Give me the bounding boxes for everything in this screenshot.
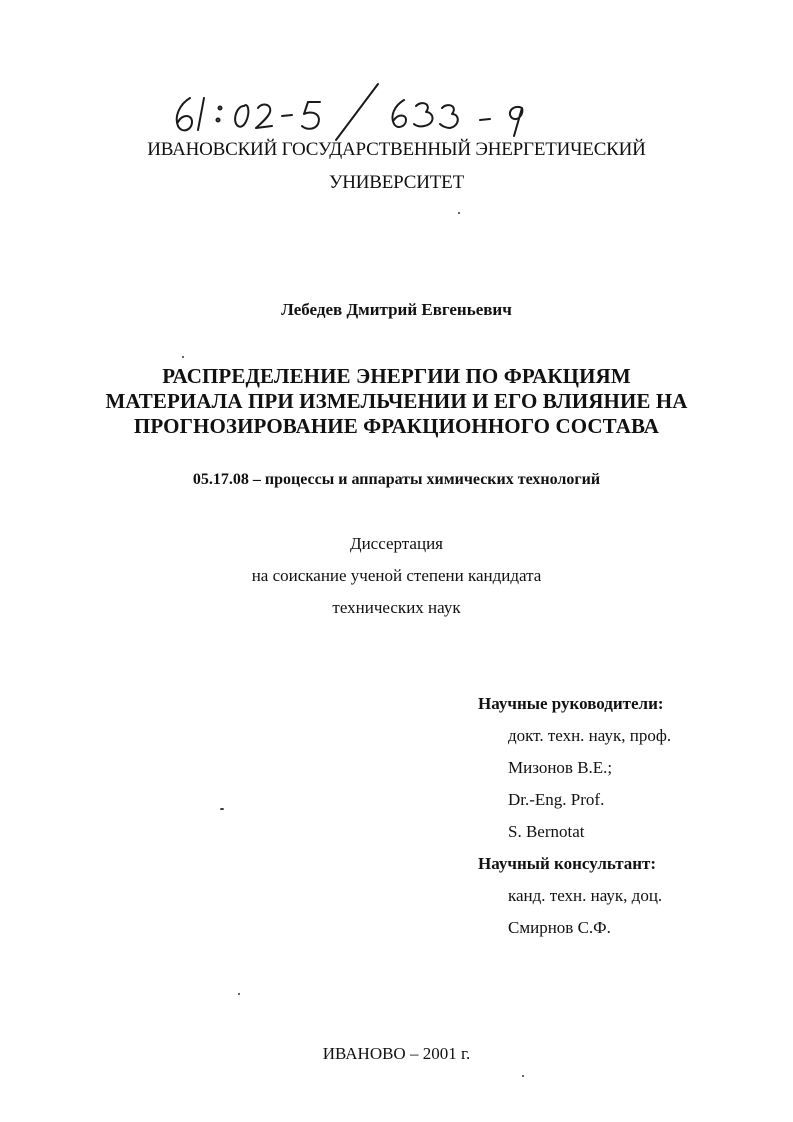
- scan-speck: [238, 993, 240, 995]
- scan-speck: [220, 808, 224, 810]
- scan-speck: [182, 356, 184, 358]
- supervisor-item: Dr.-Eng. Prof.: [508, 790, 605, 809]
- consultant-item: канд. техн. наук, доц.: [508, 886, 663, 905]
- handwritten-catalog-number: [168, 78, 578, 142]
- university-name-line1: ИВАНОВСКИЙ ГОСУДАРСТВЕННЫЙ ЭНЕРГЕТИЧЕСКИЙ: [147, 139, 646, 160]
- scan-speck: [458, 212, 460, 214]
- consultant-item: Смирнов С.Ф.: [508, 918, 611, 937]
- thesis-title-line2: МАТЕРИАЛА ПРИ ИЗМЕЛЬЧЕНИИ И ЕГО ВЛИЯНИЕ НА: [105, 389, 688, 413]
- city-year: ИВАНОВО – 2001 г.: [322, 1044, 471, 1063]
- university-name-line2: УНИВЕРСИТЕТ: [329, 172, 464, 193]
- author-name: Лебедев Дмитрий Евгеньевич: [281, 300, 512, 319]
- supervisor-item: докт. техн. наук, проф.: [508, 726, 672, 745]
- specialty-code: 05.17.08 – процессы и аппараты химических технологий: [192, 471, 601, 488]
- scan-speck: [522, 1075, 524, 1077]
- dissertation-label: Диссертация: [349, 534, 443, 553]
- thesis-title-line3: ПРОГНОЗИРОВАНИЕ ФРАКЦИОННОГО СОСТАВА: [133, 414, 660, 438]
- consultant-heading: Научный консультант:: [478, 854, 657, 873]
- degree-line2: технических наук: [332, 598, 461, 617]
- thesis-title-line1: РАСПРЕДЕЛЕНИЕ ЭНЕРГИИ ПО ФРАКЦИЯМ: [162, 364, 631, 388]
- degree-line1: на соискание ученой степени кандидата: [251, 566, 542, 585]
- supervisor-item: Мизонов В.Е.;: [508, 758, 613, 777]
- supervisor-item: S. Bernotat: [508, 822, 585, 841]
- supervisors-heading: Научные руководители:: [478, 694, 664, 713]
